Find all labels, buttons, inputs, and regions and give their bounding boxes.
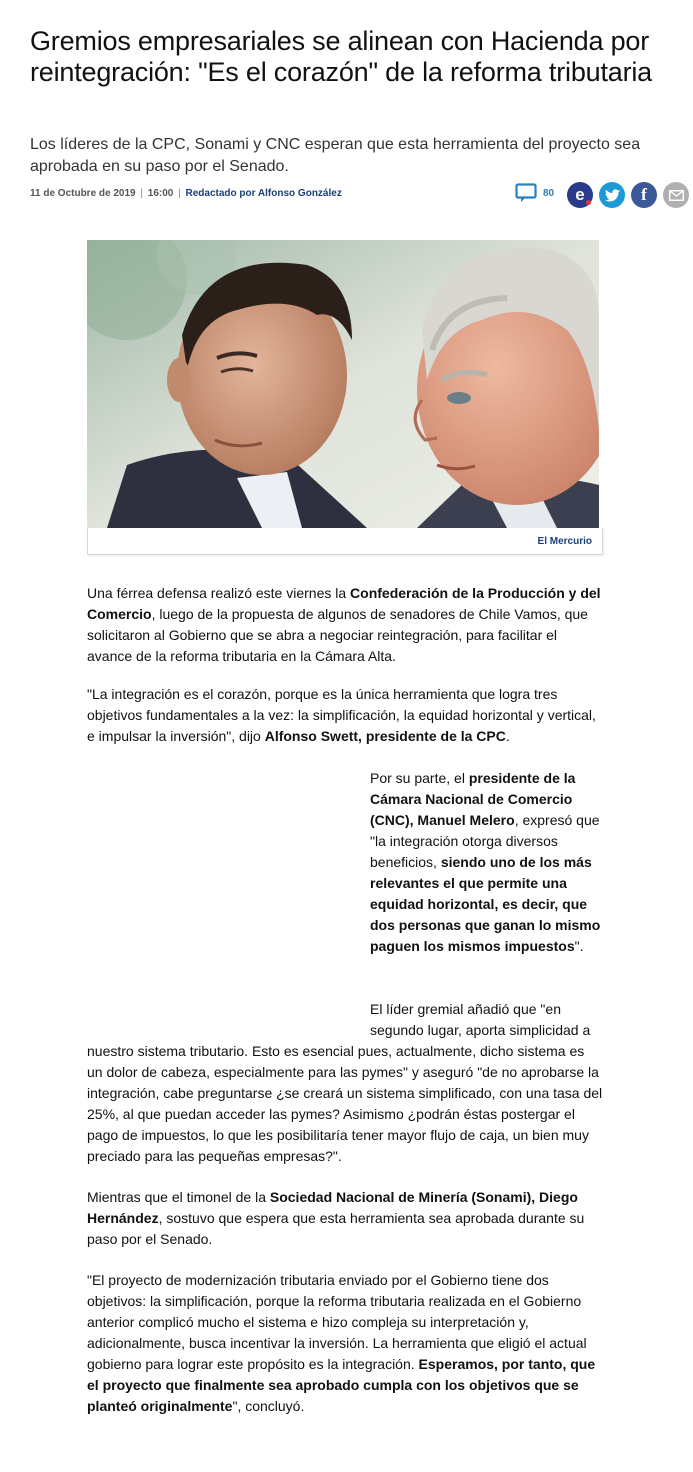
text-run: Una férrea defensa realizó este viernes la bbox=[87, 585, 351, 601]
emol-share-icon[interactable] bbox=[567, 182, 593, 208]
article-photo bbox=[87, 240, 599, 528]
body-paragraph-4-continued bbox=[87, 1041, 603, 1167]
image-caption: El Mercurio bbox=[537, 536, 592, 547]
text-run: ", concluyó. bbox=[232, 1398, 305, 1414]
comments-count: 80 bbox=[543, 187, 555, 199]
bold-text-run: Alfonso Swett, presidente de la CPC bbox=[264, 728, 506, 744]
envelope-icon bbox=[669, 190, 684, 201]
bold-text-run: Sociedad Nacional de Minería (Sonami), Diego Hernández bbox=[87, 1189, 578, 1226]
text-run: Mientras que el timonel de la bbox=[87, 1189, 270, 1205]
photo-two-men-illustration bbox=[87, 240, 599, 528]
text-run: . bbox=[505, 728, 510, 744]
body-paragraph-3 bbox=[370, 768, 606, 957]
text-run: Por su parte, el bbox=[370, 770, 469, 786]
text-run: "El proyecto de modernización tributaria enviado por el Gobierno tiene dos objetivos: la simplificación, porque la reforma tributaria realizada en el Gobierno anterior complicó mucho el sistema e hizo compleja su interpretación y, adicionalmente, busca incentivar la inversión. La herramienta que eligió el actual gobierno para lograr este propósito es la integración. bbox=[87, 1272, 587, 1372]
bold-text-run: presidente de la Cámara Nacional de Comercio (CNC), Manuel Melero bbox=[370, 770, 576, 828]
comments-button[interactable] bbox=[515, 183, 554, 203]
bold-text-run: siendo uno de los más relevantes el que permite una equidad horizontal, es decir, que dos personas que ganan lo mismo paguen los mismos impuestos bbox=[370, 854, 601, 954]
article-meta bbox=[30, 188, 342, 199]
facebook-letter: f bbox=[641, 185, 647, 204]
article-subtitle: Los líderes de la CPC, Sonami y CNC esperan que esta herramienta del proyecto sea aprobada en su paso por el Senado. bbox=[30, 136, 641, 175]
article-figure bbox=[87, 240, 603, 556]
email-share-icon[interactable] bbox=[663, 182, 689, 208]
article-time: 16:00 bbox=[147, 188, 174, 199]
text-run: "La integración es el corazón, porque es la única herramienta que logra tres objetivos fundamentales a la vez: la simplificación, la equidad horizontal y vertical, e impulsar la inversión", dijo bbox=[87, 686, 596, 744]
article-headline: Gremios empresariales se alinean con Hacienda por reintegración: "Es el corazón" de la reforma tributaria bbox=[30, 26, 652, 87]
twitter-share-icon[interactable] bbox=[599, 182, 625, 208]
emol-dot bbox=[586, 200, 591, 205]
body-paragraph-6 bbox=[87, 1270, 603, 1417]
facebook-share-icon[interactable] bbox=[631, 182, 657, 208]
body-paragraph-1 bbox=[87, 583, 603, 667]
text-run: , luego de la propuesta de algunos de senadores de Chile Vamos, que solicitaron al Gobierno que se abra a negociar reintegración, para facilitar el avance de la reforma tributaria en la Cámara Alta. bbox=[87, 606, 588, 664]
text-run: ". bbox=[574, 938, 584, 954]
body-paragraph-2 bbox=[87, 684, 603, 747]
text-run: El líder gremial añadió que "en segundo lugar, aporta simplicidad a bbox=[370, 1001, 591, 1038]
emol-letter: e bbox=[575, 185, 585, 204]
article-author-link[interactable]: Redactado por Alfonso González bbox=[185, 188, 342, 199]
article-date: 11 de Octubre de 2019 bbox=[30, 188, 136, 199]
body-paragraph-5 bbox=[87, 1187, 603, 1250]
bold-text-run: Confederación de la Producción y del Comercio bbox=[87, 585, 601, 622]
image-caption-bar bbox=[87, 528, 603, 555]
meta-separator: | bbox=[175, 188, 184, 199]
text-run: nuestro sistema tributario. Esto es esencial pues, actualmente, dicho sistema es un dolor de cabeza, especialmente para las pymes" y aseguró "de no aprobarse la integración, cabe preguntarse ¿se creará un sistema simplificado, con una tasa del 25%, al que puedan acceder las pymes? Asimismo ¿podrán éstas postergar el pago de impuestos, lo que les posibilitaría tener mayor flujo de caja, un bien muy preciado para las pequeñas empresas?". bbox=[87, 1043, 603, 1164]
body-paragraph-4 bbox=[370, 999, 606, 1041]
twitter-bird-icon bbox=[605, 189, 620, 202]
text-run: , sostuvo que espera que esta herramienta sea aprobada durante su paso por el Senado. bbox=[87, 1210, 585, 1247]
bold-text-run: Esperamos, por tanto, que el proyecto que finalmente sea aprobado cumpla con los objetivos que se planteó originalmente bbox=[87, 1356, 596, 1414]
text-run: , expresó que "la integración otorga diversos beneficios, bbox=[370, 812, 600, 870]
meta-separator: | bbox=[137, 188, 146, 199]
comment-bubble-icon bbox=[515, 183, 537, 203]
